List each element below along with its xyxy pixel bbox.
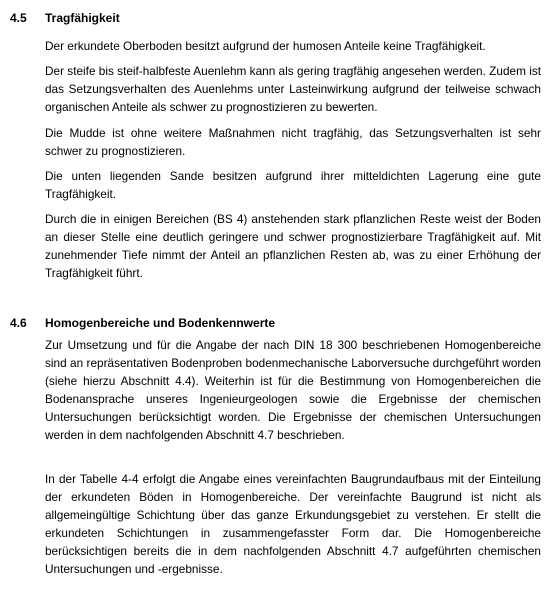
paragraph: Zur Umsetzung und für die Angabe der nach DIN 18 300 beschriebenen Homogenbereiche sind an repräsentativen Bodenproben bodenmechanische Laborversuche durchgeführt worden (siehe hierzu Abschnitt 4.4). Weiterhin ist für die Bestimmung von Homogenbereichen die Bodenansprache unseres Ingenieurgeologen sowie die Ergebnisse der chemischen Untersuchungen berücksichtigt worden. Die Ergebnisse der chemischen Untersuchungen werden in dem nachfolgenden Abschnitt 4.7 beschrieben.	[45, 338, 541, 442]
paragraph: Der steife bis steif-halbfeste Auenlehm kann als gering tragfähig angesehen werden. Zudem ist das Setzungsverhalten des Auenlehms unter Lasteinwirkung aufgrund der teilweise schwach organischen Anteile als schwer zu prognostizieren zu bewerten.	[45, 64, 541, 114]
section-number: 4.6	[10, 316, 27, 330]
paragraph: Durch die in einigen Bereichen (BS 4) anstehenden stark pflanzlichen Reste weist der Boden an dieser Stelle eine deutlich geringere und schwer prognostizierbare Tragfähigkeit auf. Mit zunehmender Tiefe nimmt der Anteil an pflanzlichen Resten ab, was zu einer Erhöhung der Tragfähigkeit führt.	[45, 212, 541, 280]
paragraph: Die Mudde ist ohne weitere Maßnahmen nicht tragfähig, das Setzungsverhalten ist sehr schwer zu prognostizieren.	[45, 126, 541, 158]
section-title: Tragfähigkeit	[45, 11, 120, 25]
paragraph: In der Tabelle 4-4 erfolgt die Angabe eines vereinfachten Baugrundaufbaus mit der Einteilung der erkundeten Böden in Homogenbereiche. Der vereinfachte Baugrund ist nicht als allgemeingültige Schichtung über das ganze Erkundungsgebiet zu verstehen. Er stellt die erkundeten Schichtungen in zusammengefasster Form dar. Die Homogenbereiche berücksichtigen bereits die in dem nachfolgenden Abschnitt 4.7 aufgeführten chemischen Untersuchungen und -ergebnisse.	[45, 472, 541, 576]
paragraph: Der erkundete Oberboden besitzt aufgrund der humosen Anteile keine Tragfähigkeit.	[45, 39, 486, 53]
section-number: 4.5	[10, 11, 27, 25]
section-title: Homogenbereiche und Bodenkennwerte	[45, 316, 276, 330]
paragraph: Die unten liegenden Sande besitzen aufgrund ihrer mitteldichten Lagerung eine gute Tragfähigkeit.	[45, 169, 541, 201]
